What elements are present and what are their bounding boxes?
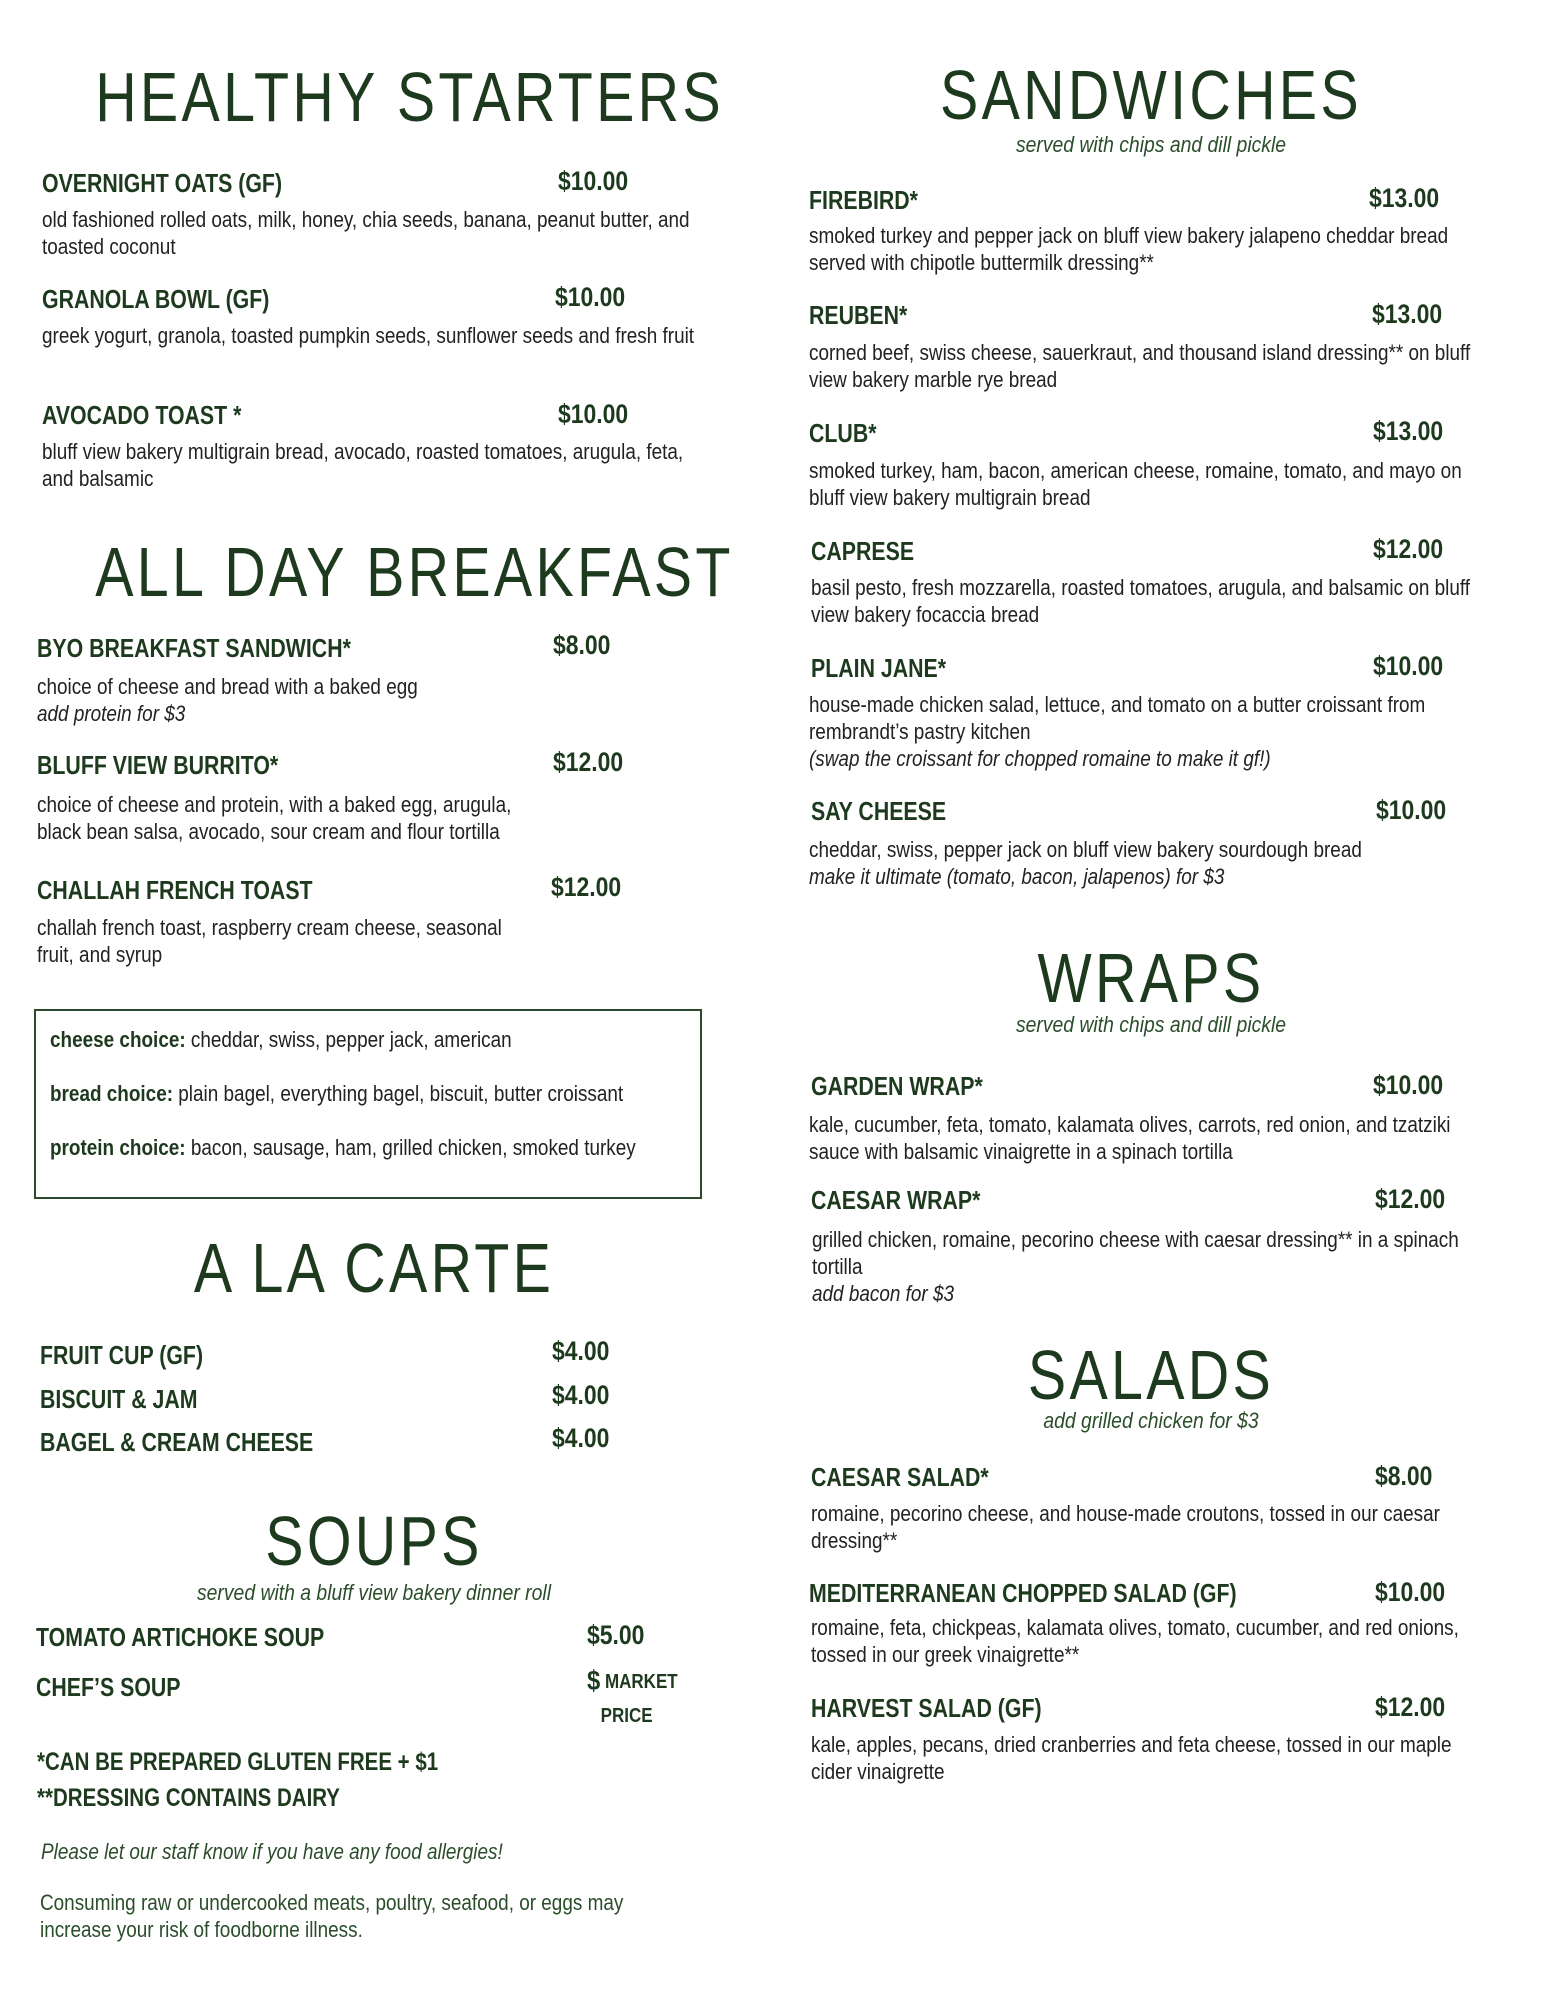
item-price: $12.00 bbox=[553, 747, 624, 777]
allergy-note: Please let our staff know if you have any food allergies! bbox=[41, 1839, 503, 1864]
choice-cheese bbox=[50, 1027, 512, 1053]
item-name: CAPRESE bbox=[811, 536, 915, 566]
item-price: $12.00 bbox=[551, 872, 622, 902]
item-price: $12.00 bbox=[1375, 1184, 1446, 1214]
section-title-wraps: WRAPS bbox=[1037, 939, 1265, 1017]
item-price: $12.00 bbox=[1373, 534, 1444, 564]
choice-label: cheese choice: bbox=[50, 1027, 186, 1052]
choice-value: plain bagel, everything bagel, biscuit, butter croissant bbox=[178, 1081, 624, 1106]
item-name: CLUB* bbox=[809, 418, 877, 448]
item-name: GRANOLA BOWL (GF) bbox=[42, 284, 270, 314]
item-price: $4.00 bbox=[552, 1380, 610, 1410]
item-price: $4.00 bbox=[552, 1336, 610, 1366]
item-price: $13.00 bbox=[1372, 299, 1443, 329]
right-column bbox=[806, 0, 1506, 2000]
section-subtitle-wraps: served with chips and dill pickle bbox=[1015, 1012, 1287, 1037]
item-name: REUBEN* bbox=[809, 300, 908, 330]
item-note: (swap the croissant for chopped romaine to make it gf!) bbox=[809, 746, 1271, 771]
item-name: PLAIN JANE* bbox=[811, 653, 947, 683]
item-note: make it ultimate (tomato, bacon, jalapenos) for $3 bbox=[809, 864, 1225, 889]
item-price: $10.00 bbox=[1373, 1070, 1444, 1100]
item-price: $10.00 bbox=[1375, 1577, 1446, 1607]
section-subtitle-soups: served with a bluff view bakery dinner roll bbox=[196, 1580, 552, 1605]
item-name: BLUFF VIEW BURRITO* bbox=[37, 750, 279, 780]
choice-label: protein choice: bbox=[50, 1135, 186, 1160]
item-name: TOMATO ARTICHOKE SOUP bbox=[36, 1622, 325, 1652]
section-title-soups: SOUPS bbox=[265, 1502, 483, 1580]
item-description: basil pesto, fresh mozzarella, roasted tomatoes, arugula, and balsamic on bluff view bakery focaccia bread bbox=[811, 575, 1471, 627]
item-name: FIREBIRD* bbox=[809, 185, 918, 215]
item-name: SAY CHEESE bbox=[811, 796, 947, 826]
item-description: kale, apples, pecans, dried cranberries and feta cheese, tossed in our maple cider vinaigrette bbox=[811, 1732, 1452, 1784]
item-price: $13.00 bbox=[1369, 183, 1440, 213]
item-price: $5.00 bbox=[587, 1620, 645, 1650]
item-price: $13.00 bbox=[1373, 416, 1444, 446]
item-price: $10.00 bbox=[558, 166, 629, 196]
item-note: add protein for $3 bbox=[37, 701, 186, 726]
item-description bbox=[812, 1226, 1491, 1307]
item-description bbox=[37, 673, 519, 727]
item-note: add bacon for $3 bbox=[812, 1281, 955, 1306]
item-name: HARVEST SALAD (GF) bbox=[811, 1693, 1042, 1723]
item-description: romaine, feta, chickpeas, kalamata olives, tomato, cucumber, and red onions, tossed in our greek vinaigrette** bbox=[811, 1615, 1459, 1667]
left-column bbox=[34, 0, 734, 2000]
item-description: corned beef, swiss cheese, sauerkraut, and thousand island dressing** on bluff view bakery marble rye bread bbox=[809, 340, 1471, 392]
item-description: old fashioned rolled oats, milk, honey, chia seeds, banana, peanut butter, and toasted coconut bbox=[42, 207, 690, 259]
choice-bread bbox=[50, 1081, 623, 1107]
item-price: $8.00 bbox=[553, 630, 611, 660]
dairy-note: **DRESSING CONTAINS DAIRY bbox=[37, 1784, 340, 1812]
item-description bbox=[809, 691, 1488, 772]
item-description-text: house-made chicken salad, lettuce, and tomato on a butter croissant from rembrandt’s pastry kitchen bbox=[809, 692, 1426, 744]
item-description: romaine, pecorino cheese, and house-made croutons, tossed in our caesar dressing** bbox=[811, 1501, 1440, 1553]
section-title-a-la-carte: A LA CARTE bbox=[193, 1229, 555, 1307]
choices-box bbox=[34, 1009, 702, 1199]
item-name: BAGEL & CREAM CHEESE bbox=[40, 1427, 314, 1457]
item-description: smoked turkey, ham, bacon, american cheese, romaine, tomato, and mayo on bluff view bakery multigrain bread bbox=[809, 458, 1462, 510]
market-price-line2: PRICE bbox=[600, 1705, 653, 1727]
item-description: kale, cucumber, feta, tomato, kalamata olives, carrots, red onion, and tzatziki sauce with balsamic vinaigrette in a spinach tortilla bbox=[809, 1112, 1451, 1164]
item-price: $4.00 bbox=[552, 1423, 610, 1453]
market-price-symbol: $ bbox=[587, 1665, 601, 1696]
item-price: $10.00 bbox=[1373, 651, 1444, 681]
item-name: CAESAR WRAP* bbox=[811, 1185, 981, 1215]
item-price: $10.00 bbox=[555, 282, 626, 312]
item-name: CAESAR SALAD* bbox=[811, 1462, 989, 1492]
section-title-healthy-starters: HEALTHY STARTERS bbox=[95, 58, 724, 136]
section-title-salads: SALADS bbox=[1027, 1336, 1275, 1414]
choice-value: bacon, sausage, ham, grilled chicken, smoked turkey bbox=[190, 1135, 636, 1160]
item-name: BISCUIT & JAM bbox=[40, 1384, 198, 1414]
section-subtitle-salads: add grilled chicken for $3 bbox=[1043, 1408, 1259, 1433]
section-title-sandwiches: SANDWICHES bbox=[940, 56, 1362, 134]
item-description: bluff view bakery multigrain bread, avocado, roasted tomatoes, arugula, feta, and balsamic bbox=[42, 439, 684, 491]
item-name: GARDEN WRAP* bbox=[811, 1071, 983, 1101]
item-description-text: grilled chicken, romaine, pecorino cheese with caesar dressing** in a spinach tortilla bbox=[812, 1227, 1459, 1279]
item-name: FRUIT CUP (GF) bbox=[40, 1340, 204, 1370]
item-name: OVERNIGHT OATS (GF) bbox=[42, 168, 283, 198]
item-name: CHALLAH FRENCH TOAST bbox=[37, 875, 313, 905]
item-description: challah french toast, raspberry cream cheese, seasonal fruit, and syrup bbox=[37, 915, 502, 967]
item-name: CHEF’S SOUP bbox=[36, 1672, 181, 1702]
item-description-text: choice of cheese and bread with a baked egg bbox=[37, 674, 418, 699]
section-title-all-day-breakfast: ALL DAY BREAKFAST bbox=[95, 533, 734, 611]
gluten-free-note: *CAN BE PREPARED GLUTEN FREE + $1 bbox=[37, 1748, 439, 1776]
item-description bbox=[809, 836, 1488, 890]
item-description: greek yogurt, granola, toasted pumpkin seeds, sunflower seeds and fresh fruit bbox=[42, 323, 695, 348]
section-subtitle-sandwiches: served with chips and dill pickle bbox=[1015, 132, 1287, 157]
item-price: $12.00 bbox=[1375, 1692, 1446, 1722]
item-description: choice of cheese and protein, with a baked egg, arugula, black bean salsa, avocado, sour cream and flour tortilla bbox=[37, 792, 512, 844]
item-name: BYO BREAKFAST SANDWICH* bbox=[37, 633, 351, 663]
choice-label: bread choice: bbox=[50, 1081, 174, 1106]
foodborne-warning: Consuming raw or undercooked meats, poultry, seafood, or eggs may increase your risk of foodborne illness. bbox=[40, 1890, 624, 1942]
item-price: $8.00 bbox=[1375, 1461, 1433, 1491]
item-price: $10.00 bbox=[1376, 795, 1447, 825]
choice-value: cheddar, swiss, pepper jack, american bbox=[190, 1027, 512, 1052]
market-price-line1: MARKET bbox=[604, 1671, 678, 1693]
item-description: smoked turkey and pepper jack on bluff view bakery jalapeno cheddar bread served with chipotle buttermilk dressing** bbox=[809, 223, 1449, 275]
item-name: MEDITERRANEAN CHOPPED SALAD (GF) bbox=[809, 1578, 1237, 1608]
item-name: AVOCADO TOAST * bbox=[42, 400, 242, 430]
choice-protein bbox=[50, 1135, 636, 1161]
item-description-text: cheddar, swiss, pepper jack on bluff view bakery sourdough bread bbox=[809, 837, 1362, 862]
market-price bbox=[587, 1664, 678, 1733]
item-price: $10.00 bbox=[558, 399, 629, 429]
